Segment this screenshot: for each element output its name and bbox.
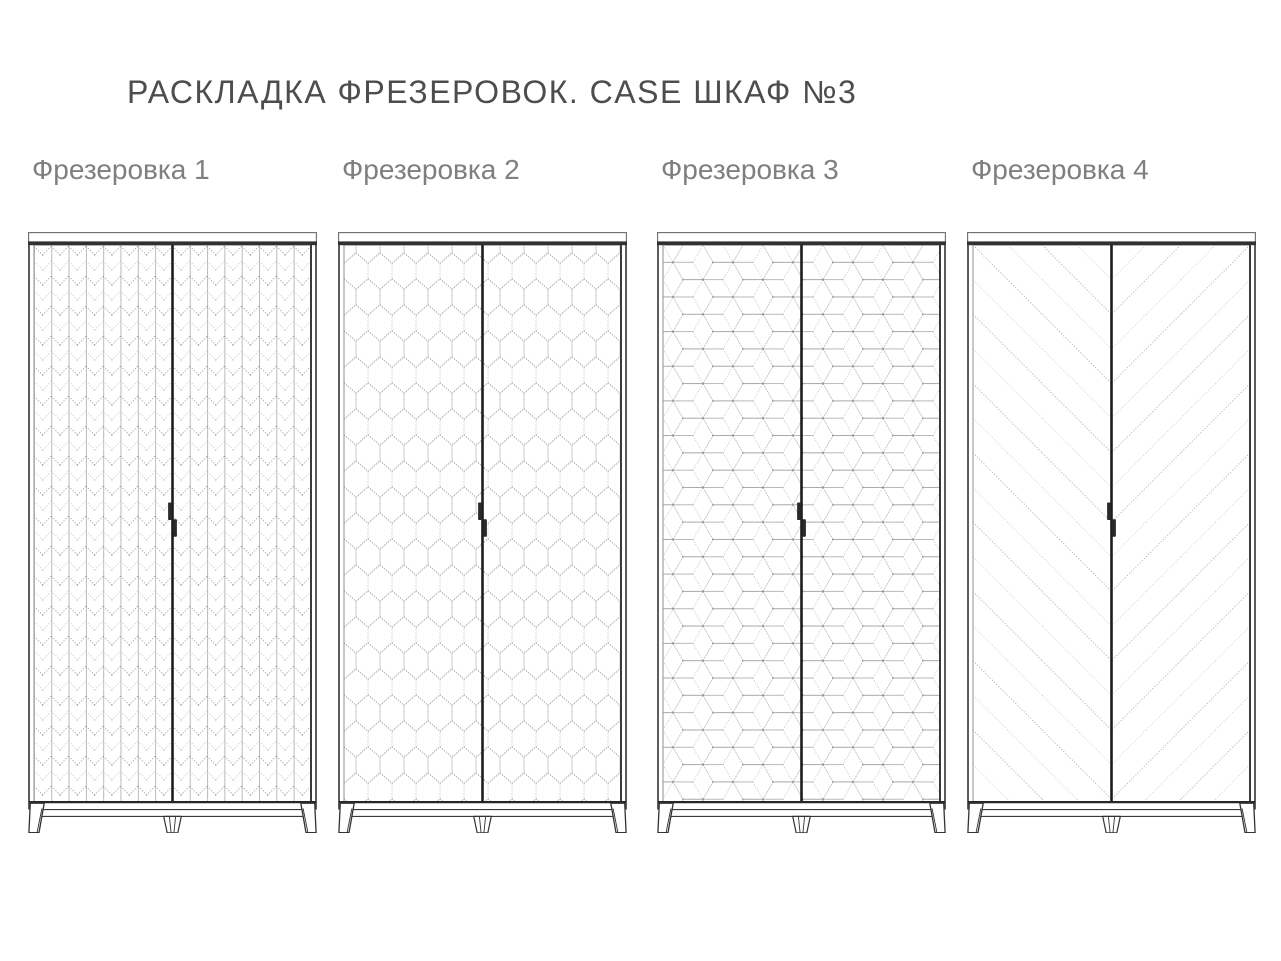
wardrobe-option-1 — [28, 153, 317, 833]
wardrobe-drawing-1 — [28, 232, 317, 833]
wardrobe-option-3 — [657, 153, 946, 833]
wardrobe-drawing-2 — [338, 232, 627, 833]
wardrobe-label-2: Фрезеровка 2 — [342, 154, 520, 185]
wardrobe-drawing-4 — [967, 232, 1256, 833]
wardrobe-label-3: Фрезеровка 3 — [661, 154, 839, 185]
wardrobe-drawing-3 — [657, 232, 946, 833]
wardrobe-label-1: Фрезеровка 1 — [32, 154, 210, 185]
wardrobe-label-4: Фрезеровка 4 — [971, 154, 1149, 185]
page-title: РАСКЛАДКА ФРЕЗЕРОВОК. CASE ШКАФ №3 — [127, 74, 858, 110]
wardrobe-option-2 — [338, 153, 627, 833]
wardrobe-option-4 — [967, 153, 1256, 833]
